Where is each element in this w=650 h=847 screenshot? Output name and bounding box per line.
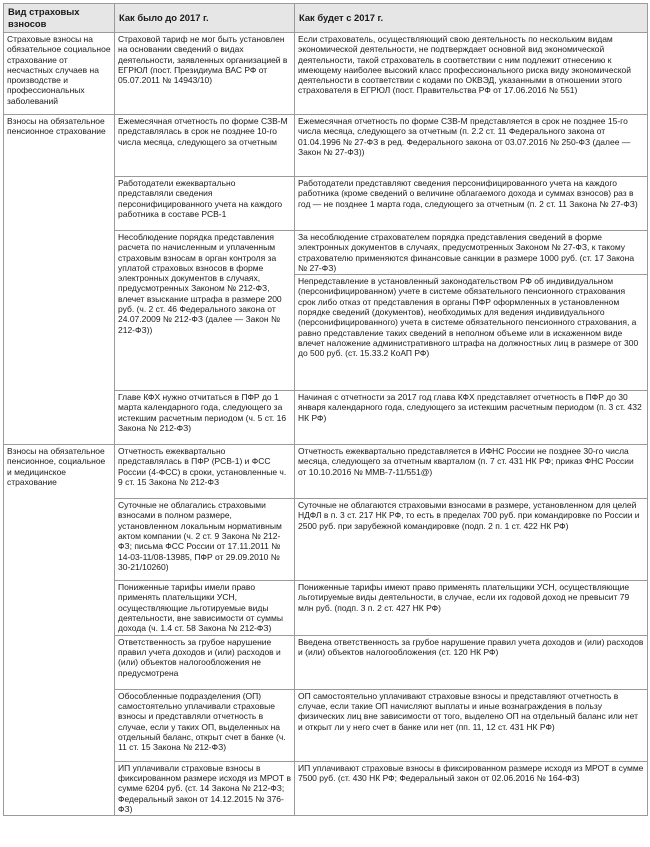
after-cell: Если страхователь, осуществляющий свою деятельность по нескольким видам экономической деятельности, не подтверждает основной вид экономической деятельности, такой страхователь в соответствии с ним подлежит отнесению к имеющему наиболее высокий класс профессионального риска виду экономической деятельности в соответствии с кодами по ОКВЭД, указанными в отношении этого страхователя в ЕГРЮЛ (пост. Правительства РФ от 17.06.2016 № 551) xyxy=(295,33,648,115)
table-row xyxy=(4,391,648,445)
before-cell: Ежемесячная отчетность по форме СЗВ-М представлялась в срок не позднее 10-го числа месяца, следующего за отчетным xyxy=(115,115,295,177)
before-cell: Отчетность ежеквартально представлялась в ПФР (РСВ-1) и ФСС России (4-ФСС) в сроки, установленные ч. 9 ст. 15 Закона № 212-ФЗ xyxy=(115,445,295,499)
before-cell: Несоблюдение порядка представления расчета по начисленным и уплаченным страховым взносам в орган контроля за уплатой страховых взносов в форме электронных документов в случаях, предусмотренных Законом № 212-ФЗ, влечет взыскание штрафа в размере 200 руб. (ч. 2 ст. 46 Федерального закона от 24.07.2009 № 212-ФЗ (далее — Закон № 212-ФЗ)) xyxy=(115,231,295,391)
header-contribution-type: Вид страховых взносов xyxy=(4,4,115,33)
before-cell: Главе КФХ нужно отчитаться в ПФР до 1 марта календарного года, следующего за истекшим расчетным периодом (ч. 5 ст. 16 Закона № 212-ФЗ) xyxy=(115,391,295,445)
table-row xyxy=(4,635,648,689)
after-cell: ИП уплачивают страховые взносы в фиксированном размере исходя из МРОТ в сумме 7500 руб. (ст. 430 НК РФ; Федеральный закон от 02.06.2016 № 164-ФЗ) xyxy=(295,761,648,815)
after-cell: Пониженные тарифы имеют право применять плательщики УСН, осуществляющие льготируемые виды деятельности, в случае, если их годовой доход не превысит 79 млн руб. (подп. 3 п. 2 ст. 427 НК РФ) xyxy=(295,581,648,635)
after-cell: Введена ответственность за грубое нарушение правил учета доходов и (или) расходов и (или) объектов налогообложения (ст. 120 НК РФ) xyxy=(295,635,648,689)
after-cell: Начиная с отчетности за 2017 год глава КФХ представляет отчетность в ПФР до 30 января календарного года, следующего за истекшим расчетным периодом (п. 3 ст. 432 НК РФ) xyxy=(295,391,648,445)
before-cell: Пониженные тарифы имели право применять плательщики УСН, осуществляющие льготируемые виды деятельности, вне зависимости от суммы дохода (ч. 1.4 ст. 58 Закона № 212-ФЗ) xyxy=(115,581,295,635)
header-from-2017: Как будет с 2017 г. xyxy=(295,4,648,33)
category-cell: Страховые взносы на обязательное социальное страхование от несчастных случаев на производстве и профессиональных заболеваний xyxy=(4,33,115,115)
before-cell: ИП уплачивали страховые взносы в фиксированном размере исходя из МРОТ в сумме 6204 руб. (ст. 14 Закона № 212-ФЗ; Федеральный закон от 14.12.2015 № 376-ФЗ) xyxy=(115,761,295,815)
before-cell: Ответственность за грубое нарушение правил учета доходов и (или) расходов и (или) объектов налогообложения не предусмотрена xyxy=(115,635,295,689)
after-cell: За несоблюдение страхователем порядка представления сведений в форме электронных документов в случаях, предусмотренных Законом № 27-ФЗ, к такому страхователю применяются финансовые санкции в размере 1000 руб. (ст. 17 Закона № 27-ФЗ) xyxy=(295,231,648,275)
category-cell-continued xyxy=(4,635,115,689)
table-row xyxy=(4,445,648,499)
after-cell: Ежемесячная отчетность по форме СЗВ-М представляется в срок не позднее 15-го числа месяца, следующего за отчетным (п. 2.2 ст. 11 Федерального закона от 01.04.1996 № 27-ФЗ в ред. Федерального закона от 03.07.2016 № 250-ФЗ (далее — Закон № 27-ФЗ)) xyxy=(295,115,648,177)
after-cell: Суточные не облагаются страховыми взносами в размере, установленном для целей НДФЛ в п. 3 ст. 217 НК РФ, то есть в пределах 700 руб. при командировке по России и 2500 руб. при зарубежной командировке (подп. 2 п. 1 ст. 422 НК РФ) xyxy=(295,499,648,581)
category-cell: Взносы на обязательное пенсионное страхование xyxy=(4,115,115,177)
table-row xyxy=(4,581,648,635)
table-row xyxy=(4,231,648,275)
header-before-2017: Как было до 2017 г. xyxy=(115,4,295,33)
category-cell-continued xyxy=(4,581,115,635)
before-cell: Суточные не облагались страховыми взносами в полном размере, установленном локальным нормативным актом компании (ч. 2 ст. 9 Закона № 212-ФЗ; письма ФСС России от 17.11.2011 № 14-03-11/08-13985, ПФР от 29.09.2010 № 30-21/10260) xyxy=(115,499,295,581)
after-cell: Работодатели представляют сведения персонифицированного учета на каждого работника (кроме сведений о величине облагаемого дохода и суммах взносов) раз в год — не позднее 1 марта года, следующего за отчетным (п. 2 ст. 11 Закона № 27-ФЗ) xyxy=(295,177,648,231)
after-cell: Непредставление в установленный законодательством РФ об индивидуальном (персонифицированном) учете в системе обязательного пенсионного страхования срок либо отказ от представления в органы ПФР оформленных в установленном порядке сведений (документов), необходимых для ведения индивидуального (персонифицированного) учета в системе обязательного пенсионного страхования, а равно представление таких сведений в неполном объеме или в искаженном виде влечет наложение административного штрафа на должностных лиц в размере от 300 до 500 руб. (ст. 15.33.2 КоАП РФ) xyxy=(295,275,648,391)
table-row xyxy=(4,499,648,581)
table-row xyxy=(4,689,648,761)
before-cell: Обособленные подразделения (ОП) самостоятельно уплачивали страховые взносы и представляли отчетность в случае, если у таких ОП, выделенных на отдельный баланс, открыт счет в банке (ч. 11 ст. 15 Закона № 212-ФЗ) xyxy=(115,689,295,761)
before-cell: Работодатели ежеквартально представляли сведения персонифицированного учета на каждого работника в составе РСВ-1 xyxy=(115,177,295,231)
table-row xyxy=(4,177,648,231)
category-cell-continued xyxy=(4,499,115,581)
category-cell-continued xyxy=(4,761,115,815)
category-cell-continued xyxy=(4,275,115,391)
before-cell: Страховой тариф не мог быть установлен на основании сведений о видах деятельности, заявленных организацией в ЕГРЮЛ (пост. Президиума ВАС РФ от 05.07.2011 № 14943/10) xyxy=(115,33,295,115)
table-row xyxy=(4,275,648,391)
comparison-table xyxy=(3,3,648,816)
table-row xyxy=(4,115,648,177)
category-cell-continued xyxy=(4,231,115,275)
category-cell: Взносы на обязательное пенсионное, социальное и медицинское страхование xyxy=(4,445,115,499)
header-row xyxy=(4,4,648,33)
after-cell: ОП самостоятельно уплачивают страховые взносы и представляют отчетность в случае, если такие ОП начисляют выплаты и иные вознаграждения в пользу физических лиц вне зависимости от того, выделено ОП на отдельный баланс или нет и открыт ли у него счет в банке или нет (пп. 11, 12 ст. 431 НК РФ) xyxy=(295,689,648,761)
document-page xyxy=(3,3,647,816)
category-cell-continued xyxy=(4,391,115,445)
after-cell: Отчетность ежеквартально представляется в ИФНС России не позднее 30-го числа месяца, следующего за отчетным кварталом (п. 7 ст. 431 НК РФ; приказ ФНС России от 10.10.2016 № ММВ-7-11/551@) xyxy=(295,445,648,499)
table-row xyxy=(4,33,648,115)
category-cell-continued xyxy=(4,689,115,761)
category-cell-continued xyxy=(4,177,115,231)
table-row xyxy=(4,761,648,815)
